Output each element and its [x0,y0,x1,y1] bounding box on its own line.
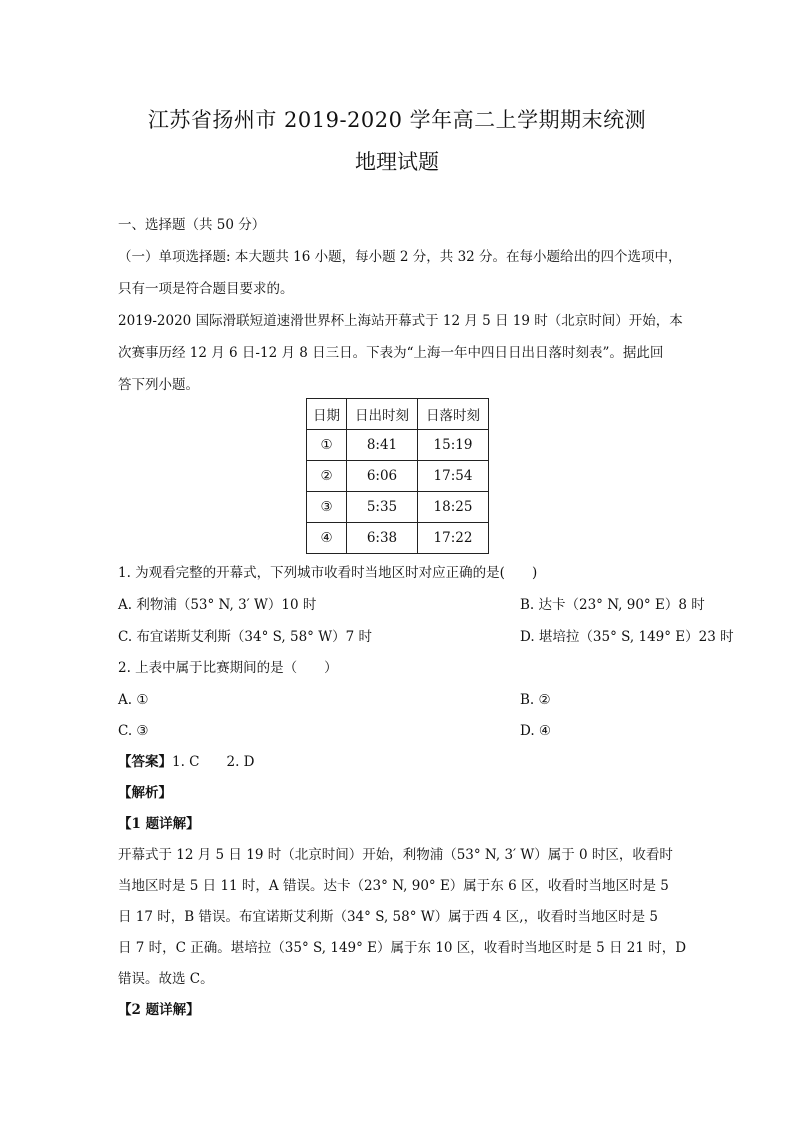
table-cell: ② [307,461,347,492]
table-cell: 6:38 [347,523,418,554]
question-1-option-d: D. 堪培拉（35° S, 149° E）23 时 [520,629,734,645]
question-2-option-b: B. ② [520,692,551,708]
section-intro-line-1: （一）单项选择题: 本大题共 16 小题，每小题 2 分，共 32 分。在每小题给出的四个选项中， [118,249,682,265]
table-cell: ④ [307,523,347,554]
question-2: 2. 上表中属于比赛期间的是（ ） [118,660,338,676]
question-1-option-a: A. 利物浦（53° N, 3′ W）10 时 [118,597,317,613]
q1-detail-line-4: 日 7 时，C 正确。堪培拉（35° S, 149° E）属于东 10 区，收看时当地区时是 5 日 21 时，D [118,940,687,956]
q1-detail-line-5: 错误。故选 C。 [118,971,214,987]
table-cell: 5:35 [347,492,418,523]
answer-label: 【答案】 [118,754,172,770]
question-1-options-row-2 [118,629,734,645]
stem-line-1: 2019-2020 国际滑联短道速滑世界杯上海站开幕式于 12 月 5 日 19 时（北京时间）开始，本 [118,313,683,329]
answer-text: 1. C 2. D [172,754,255,770]
question-2-option-a: A. ① [118,692,149,708]
table-cell: 6:06 [347,461,418,492]
table-cell: 17:22 [418,523,489,554]
q1-detail-label: 【1 题详解】 [118,816,200,832]
question-1: 1. 为观看完整的开幕式，下列城市收看时当地区时对应正确的是( ) [118,565,538,581]
question-2-options-row-1 [118,694,678,708]
table-cell: 8:41 [347,430,418,461]
table-row [307,492,489,523]
answer-line [118,756,678,770]
section-heading: 一、选择题（共 50 分） [118,217,266,233]
question-1-option-b: B. 达卡（23° N, 90° E）8 时 [520,597,705,613]
q2-detail-label: 【2 题详解】 [118,1002,200,1018]
question-2-option-c: C. ③ [118,723,149,739]
table-cell: 17:54 [418,461,489,492]
analysis-label: 【解析】 [118,785,172,801]
document-title: 江苏省扬州市 2019-2020 学年高二上学期期末统测 [147,108,647,132]
question-2-options-row-2 [118,725,678,739]
question-1-option-c: C. 布宜诺斯艾利斯（34° S, 58° W）7 时 [118,629,372,645]
table-header-date: 日期 [307,399,347,430]
table-header-row [307,399,489,430]
question-1-options-row-1 [118,597,705,613]
table-cell: ① [307,430,347,461]
table-row [307,461,489,492]
table-cell: ③ [307,492,347,523]
sunrise-sunset-table [306,398,489,554]
table-cell: 15:19 [418,430,489,461]
table-header-sunrise: 日出时刻 [347,399,418,430]
question-2-option-d: D. ④ [520,723,552,739]
stem-line-2: 次赛事历经 12 月 6 日-12 月 8 日三日。下表为“上海一年中四日日出日落时刻表”。据此回 [118,345,664,361]
table-row [307,430,489,461]
document-subtitle: 地理试题 [355,150,439,174]
q1-detail-line-2: 当地区时是 5 日 11 时，A 错误。达卡（23° N, 90° E）属于东 6 区，收看时当地区时是 5 [118,878,669,894]
table-header-sunset: 日落时刻 [418,399,489,430]
table-cell: 18:25 [418,492,489,523]
section-intro-line-2: 只有一项是符合题目要求的。 [118,281,294,297]
stem-line-3: 答下列小题。 [118,377,199,393]
q1-detail-line-1: 开幕式于 12 月 5 日 19 时（北京时间）开始，利物浦（53° N, 3′ W）属于 0 时区，收看时 [118,847,673,863]
q1-detail-line-3: 日 17 时，B 错误。布宜诺斯艾利斯（34° S, 58° W）属于西 4 区,，收看时当地区时是 5 [118,909,658,925]
table-row [307,523,489,554]
